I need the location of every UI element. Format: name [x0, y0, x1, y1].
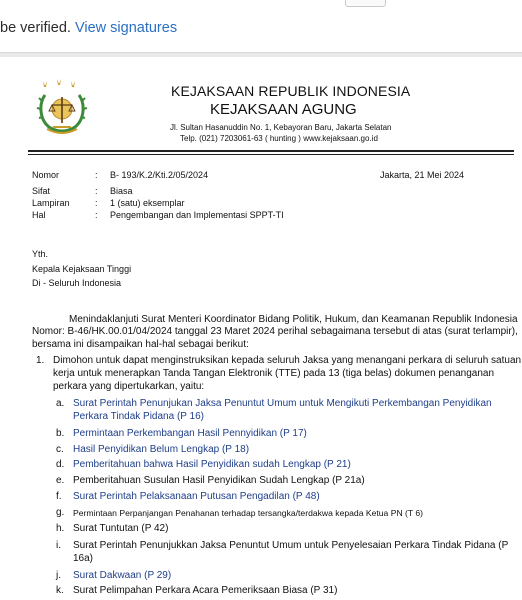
- org-contact: Telp. (021) 7203061-63 ( hunting ) www.kejaksaan.go.id: [180, 134, 378, 143]
- signature-message: [0, 20, 177, 36]
- item-f-letter: f.: [56, 491, 62, 502]
- letter-document: [0, 57, 522, 600]
- point-1-line-3: perkara yang dipertukarkan, yaitu:: [53, 381, 205, 392]
- letterhead-rule-thin: [28, 154, 514, 155]
- pdf-page: [0, 57, 522, 600]
- item-a-line-1: Surat Perintah Penunjukan Jaksa Penuntut Umum untuk Mengikuti Perkembangan Penyidikan: [73, 398, 492, 409]
- item-d-letter: d.: [56, 459, 65, 470]
- item-j-letter: j.: [56, 570, 61, 581]
- kejaksaan-emblem-icon: [35, 79, 89, 137]
- org-name-1: KEJAKSAAN REPUBLIK INDONESIA: [171, 83, 411, 99]
- item-f-text: Surat Perintah Pelaksanaan Putusan Pengadilan (P 48): [73, 491, 320, 502]
- item-k-letter: k.: [56, 585, 64, 596]
- item-d-text: Pemberitahuan bahwa Hasil Penyidikan sudah Lengkap (P 21): [73, 459, 351, 470]
- sifat-colon: :: [95, 186, 98, 196]
- item-h-letter: h.: [56, 523, 65, 534]
- intro-line-2: Nomor: B-46/HK.00.01/04/2024 tanggal 23 Maret 2024 perihal sebagaimana tersebut di atas (surat terlampir),: [32, 326, 518, 337]
- item-c-letter: c.: [56, 444, 64, 455]
- item-c-text: Hasil Penyidikan Belum Lengkap (P 18): [73, 444, 250, 455]
- item-k-text: Surat Pelimpahan Perkara Acara Pemeriksaan Biasa (P 31): [73, 585, 338, 596]
- item-b-letter: b.: [56, 428, 65, 439]
- hal-colon: :: [95, 210, 98, 220]
- intro-line-3: bersama ini disampaikan hal-hal sebagai berikut:: [32, 339, 249, 350]
- item-j-text: Surat Dakwaan (P 29): [73, 570, 172, 581]
- toolbar-button[interactable]: [345, 0, 386, 7]
- item-h-text: Surat Tuntutan (P 42): [73, 523, 169, 534]
- recipient-yth: Yth.: [32, 249, 49, 259]
- org-name-2: KEJAKSAAN AGUNG: [210, 101, 357, 118]
- sifat-value: Biasa: [110, 186, 133, 196]
- point-1-line-2: kerja untuk menerapkan Tanda Tangan Elektronik (TTE) pada 13 (tiga belas) dokumen penanganan: [53, 368, 495, 379]
- letterhead-rule-thick: [28, 150, 514, 152]
- lampiran-label: Lampiran: [32, 198, 70, 208]
- hal-label: Hal: [32, 210, 46, 220]
- signature-status-text: be verified.: [0, 20, 75, 36]
- item-b-text: Permintaan Perkembangan Hasil Pennyidikan (P 17): [73, 428, 307, 439]
- item-i-line-2: 16a): [73, 553, 94, 564]
- recipient-line-1: Kepala Kejaksaan Tinggi: [32, 264, 132, 274]
- letter-date: Jakarta, 21 Mei 2024: [380, 170, 465, 180]
- org-address: Jl. Sultan Hasanuddin No. 1, Kebayoran Baru, Jakarta Selatan: [170, 123, 392, 132]
- recipient-line-2: Di - Seluruh Indonesia: [32, 278, 122, 288]
- hal-value: Pengembangan dan Implementasi SPPT-TI: [110, 210, 284, 220]
- nomor-colon: :: [95, 170, 98, 180]
- item-e-letter: e.: [56, 475, 65, 486]
- point-1-line-1: Dimohon untuk dapat menginstruksikan kepada seluruh Jaksa yang menangani perkara di seluruh satuan: [53, 355, 522, 366]
- lampiran-value: 1 (satu) eksemplar: [110, 198, 185, 208]
- point-1-number: 1.: [36, 355, 45, 366]
- item-e-text: Pemberitahuan Susulan Hasil Penyidikan Sudah Lengkap (P 21a): [73, 475, 365, 486]
- item-a-letter: a.: [56, 398, 65, 409]
- sifat-label: Sifat: [32, 186, 51, 196]
- signature-bar: [0, 0, 522, 53]
- nomor-value: B- 193/K.2/Kti.2/05/2024: [110, 170, 209, 180]
- item-g-letter: g.: [56, 507, 65, 518]
- item-i-line-1: Surat Perintah Penunjukkan Jaksa Penuntut Umum untuk Penyelesaian Perkara Tindak Pidana (P: [73, 540, 509, 551]
- intro-line-1: Menindaklanjuti Surat Menteri Koordinator Bidang Politik, Hukum, dan Keamanan Republik Indonesia: [69, 314, 518, 325]
- item-i-letter: i.: [56, 540, 61, 551]
- item-a-line-2: Perkara Tindak Pidana (P 16): [73, 411, 205, 422]
- item-g-text: Permintaan Perpanjangan Penahanan terhadap tersangka/terdakwa kepada Ketua PN (T 6): [73, 508, 424, 518]
- nomor-label: Nomor: [32, 170, 60, 180]
- view-signatures-link[interactable]: View signatures: [74, 20, 178, 36]
- lampiran-colon: :: [95, 198, 98, 208]
